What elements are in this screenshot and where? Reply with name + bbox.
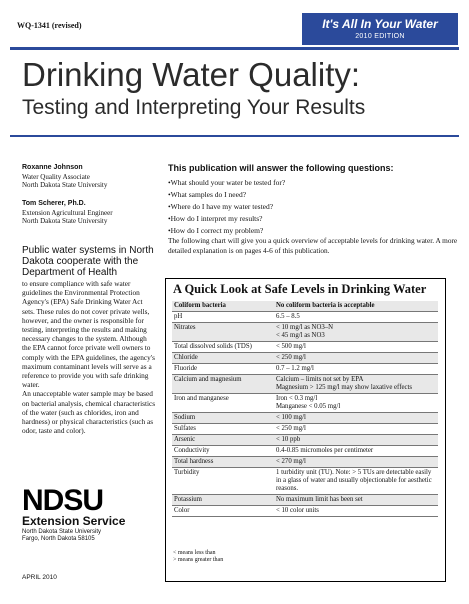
parameter-cell: Calcium and magnesium — [172, 375, 274, 394]
table-row — [172, 435, 438, 446]
parameter-cell: Fluoride — [172, 364, 274, 375]
limit-cell — [274, 353, 438, 364]
parameter-cell: Potassium — [172, 495, 274, 506]
limit-cell — [274, 342, 438, 353]
title-rule — [10, 135, 459, 137]
limit-cell — [274, 394, 438, 413]
questions-heading: This publication will answer the following questions: — [168, 163, 394, 173]
limit-cell — [274, 457, 438, 468]
author-role: Water Quality Associate — [22, 172, 90, 181]
author-block — [22, 163, 107, 190]
table-row — [172, 342, 438, 353]
series-title: It's All In Your Water — [322, 17, 438, 31]
limit-line: 6.5 – 8.5 — [276, 313, 300, 320]
limit-line: < 270 mg/l — [276, 458, 306, 465]
limit-cell — [274, 323, 438, 342]
author-block — [22, 199, 113, 226]
intro-body — [22, 279, 157, 435]
limit-line: Manganese < 0.05 mg/l — [276, 403, 341, 410]
question-item: • Where do I have my water tested? — [168, 201, 285, 213]
limit-line: 1 turbidity unit (TU). Note: > 5 TUs are detectable easily in a glass of water and usually objectionable for aesthetic reasons. — [276, 469, 432, 492]
limit-line: < 10 color units — [276, 507, 319, 514]
table-row — [172, 506, 438, 517]
safe-levels-table-box — [165, 278, 446, 582]
limit-line: < 250 mg/l — [276, 354, 306, 361]
parameter-cell: Color — [172, 506, 274, 517]
logo-unit: Extension Service — [22, 514, 126, 528]
limit-cell — [274, 413, 438, 424]
intro-paragraph: to ensure compliance with safe water guidelines the Environmental Protection Agency's (EPA) Safe Drinking Water Act sets. These rules do not cover private wells, however, and the owner is responsible for testing, interpreting the results and making necessary changes to the system. Although the EPA cannot force private well owners to comply with the EPA guidelines, the agency's maximum contaminant levels will serve as a reference to provide you with safe drinking water. — [22, 279, 155, 390]
author-role: Extension Agricultural Engineer — [22, 208, 113, 217]
limit-line: < 10 ppb — [276, 436, 301, 443]
parameter-cell: Turbidity — [172, 468, 274, 495]
intro-lead: Public water systems in North Dakota cooperate with the Department of Health — [22, 245, 154, 278]
limit-cell — [274, 468, 438, 495]
intro-paragraph: An unacceptable water sample may be based on bacterial analysis, chemical characteristics of the water (such as chlorides, iron and hardness) or physical characteristics (such as odor, taste and color). — [22, 389, 156, 436]
parameter-cell: Sodium — [172, 413, 274, 424]
table-row — [172, 353, 438, 364]
parameter-cell: Sulfates — [172, 424, 274, 435]
series-banner — [302, 13, 458, 45]
limit-line: Calcium – limits not set by EPA — [276, 376, 364, 383]
table-row — [172, 446, 438, 457]
limit-line: Iron < 0.3 mg/l — [276, 395, 318, 402]
parameter-cell: Arsenic — [172, 435, 274, 446]
chart-note: The following chart will give you a quick overview of acceptable levels for drinking water. A more detailed explanation is on pages 4-6 of this publication. — [168, 236, 458, 255]
table-row — [172, 312, 438, 323]
author-name: Tom Scherer, Ph.D. — [22, 200, 86, 207]
table-row — [172, 394, 438, 413]
limit-line: < 45 mg/l as NO3 — [276, 332, 325, 339]
page-title: Drinking Water Quality: — [22, 56, 361, 93]
publication-date: APRIL 2010 — [22, 574, 57, 581]
limit-line: 0.4-0.85 micromoles per centimeter — [276, 447, 374, 454]
limit-cell — [274, 375, 438, 394]
table-row — [172, 323, 438, 342]
header-cell: Coliform bacteria — [172, 301, 274, 312]
table-row — [172, 413, 438, 424]
limit-line: No maximum limit has been set — [276, 496, 363, 503]
question-item: • What samples do I need? — [168, 189, 285, 201]
table-row — [172, 375, 438, 394]
ndsu-logo — [22, 484, 126, 543]
parameter-cell: Conductivity — [172, 446, 274, 457]
limit-cell — [274, 506, 438, 517]
question-item: • How do I interpret my results? — [168, 213, 285, 225]
logo-address: North Dakota State University Fargo, North Dakota 58105 — [22, 529, 102, 542]
author-org: North Dakota State University — [22, 217, 108, 225]
parameter-cell: Total dissolved solids (TDS) — [172, 342, 274, 353]
header-cell: No coliform bacteria is acceptable — [274, 301, 438, 312]
limit-line: < 250 mg/l — [276, 425, 306, 432]
table-title: A Quick Look at Safe Levels in Drinking Water — [173, 282, 427, 296]
edition-label: 2010 EDITION — [355, 33, 405, 40]
table-header-row — [172, 301, 438, 312]
publication-number: WQ-1341 (revised) — [17, 21, 82, 30]
limit-cell — [274, 364, 438, 375]
limit-cell — [274, 446, 438, 457]
parameter-cell: pH — [172, 312, 274, 323]
limit-cell — [274, 495, 438, 506]
limit-cell — [274, 435, 438, 446]
parameter-cell: Total hardness — [172, 457, 274, 468]
safe-levels-table — [172, 301, 438, 517]
author-org: North Dakota State University — [22, 181, 108, 189]
limit-cell — [274, 312, 438, 323]
table-row — [172, 457, 438, 468]
table-row — [172, 495, 438, 506]
limit-line: Magnesium > 125 mg/l may show laxative effects — [276, 384, 413, 391]
logo-wordmark: NDSU — [22, 484, 104, 517]
limit-cell — [274, 424, 438, 435]
questions-list — [168, 177, 285, 237]
limit-line: < 100 mg/l — [276, 414, 306, 421]
parameter-cell: Chloride — [172, 353, 274, 364]
question-item: • How do I correct my problem? — [168, 225, 285, 237]
parameter-cell: Nitrates — [172, 323, 274, 342]
table-legend: < means less than > means greater than — [173, 550, 224, 563]
top-rule — [10, 47, 459, 50]
limit-line: < 10 mg/l as NO3–N — [276, 324, 334, 331]
limit-line: < 500 mg/l — [276, 343, 306, 350]
author-name: Roxanne Johnson — [22, 164, 83, 171]
page-subtitle: Testing and Interpreting Your Results — [22, 96, 366, 119]
parameter-cell: Iron and manganese — [172, 394, 274, 413]
table-row — [172, 424, 438, 435]
question-item: • What should your water be tested for? — [168, 177, 285, 189]
table-row — [172, 468, 438, 495]
table-row — [172, 364, 438, 375]
limit-line: 0.7 – 1.2 mg/l — [276, 365, 314, 372]
